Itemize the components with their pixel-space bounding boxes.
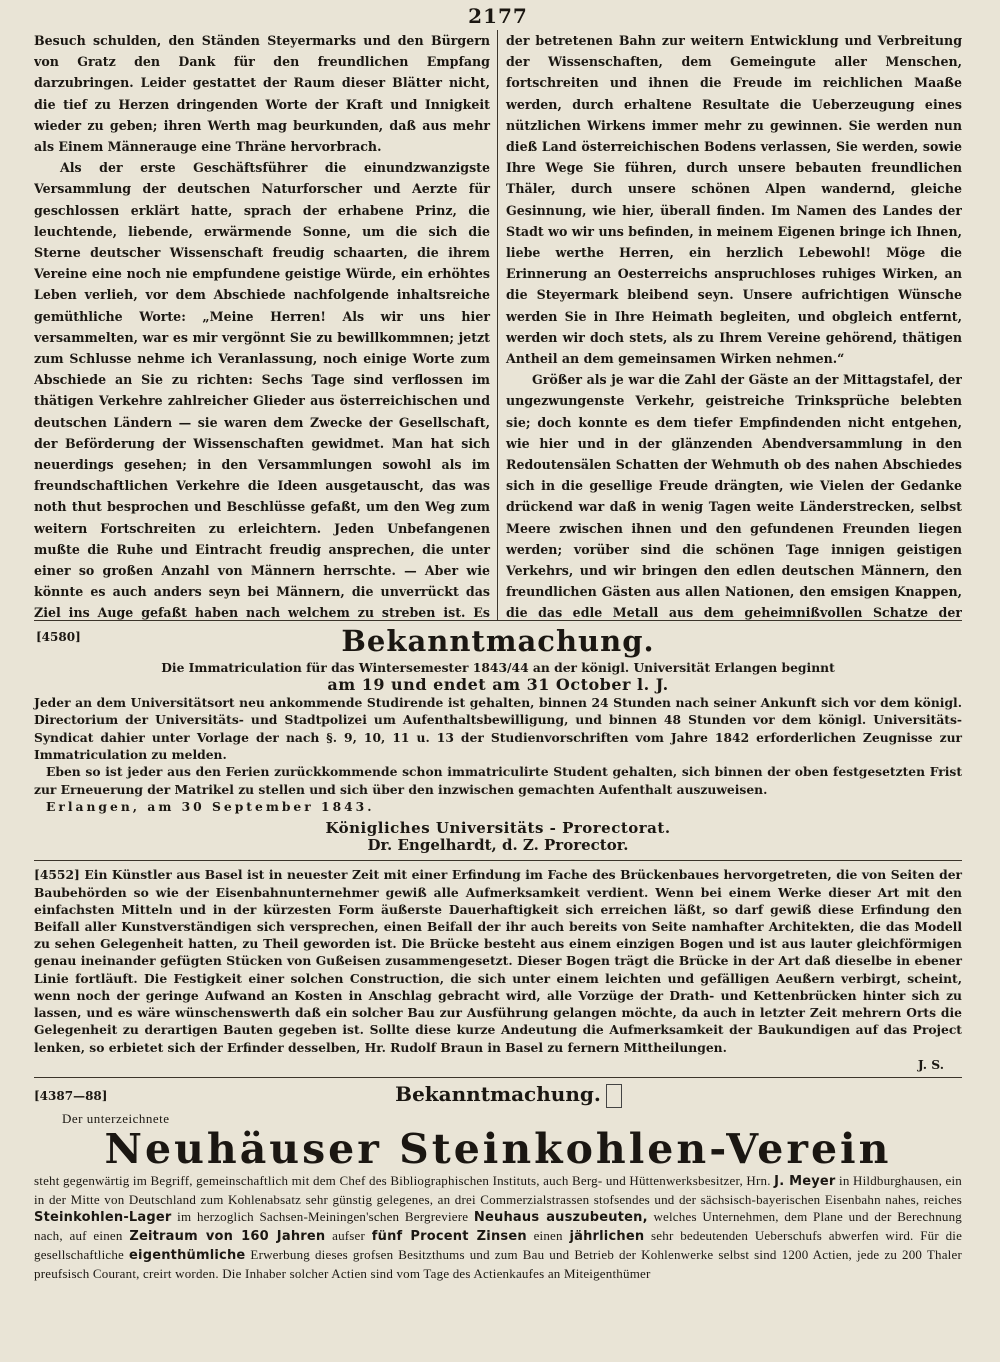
page-number: 2177: [468, 4, 528, 28]
notice-paragraph: Eben so ist jeder aus den Ferien zurückkommende schon immatriculirte Student gehalten, sich binnen der oben festgesetzten Frist zur Erneuerung der Matrikel zu stellen und sich über den inzwischen gemachten Aufenthalt auszuweisen.: [34, 764, 962, 797]
notice-4387: [34, 1078, 962, 1283]
notice-id: [4387—88]: [34, 1088, 108, 1103]
body-text: aufser: [332, 1228, 366, 1244]
paragraph: Als der erste Geschäftsführer die einundzwanzigste Versammlung der deutschen Naturforscher und Aerzte für geschlossen erklärt hatte, sprach der erhabene Prinz, die leuchtende, liebende, erwärmende Sonne, um die sich die Sterne deutscher Wissenschaft freudig schaarten, die ihrem Vereine eine noch nie empfundene geistige Würde, ein erhöhtes Leben verlieh, vor dem Abschiede nachfolgende inhaltsreiche gemüthliche Worte: „Meine Herren! Als wir uns hier versammelten, war es mir vergönnt Sie zu bewillkommnen; jetzt zum Schlusse nehme ich Veranlassung, noch einige Worte zum Abschiede an Sie zu richten: Sechs Tage sind verflossen im thätigen Verkehre zahlreicher Glieder aus österreichischen und deutschen Ländern — sie waren dem Zwecke der Gesellschaft, der Beförderung der Wissenschaften gewidmet. Man hat sich neuerdings gesehen; in den Versammlungen sowohl als im freundschaftlichen Verkehre die Ideen ausgetauscht, das was noth thut besprochen und Beschlüsse gefaßt, um den Weg zum weitern Fortschreiten zu erleichtern. Jeden Unbefangenen mußte die Ruhe und Eintracht freudig ansprechen, die unter einer so großen Anzahl von Männern herrschte. — Aber wie könnte es auch anders seyn bei Männern, die unverrückt das Ziel ins Auge gefaßt haben nach welchem zu streben ist. Es: [34, 160, 490, 620]
notice-text: [4552] Ein Künstler aus Basel ist in neuester Zeit mit einer Erfindung im Fache des Brückenbaues hervorgetreten, die von Seiten der Baubehörden so wie der Eisenbahnunternehmer gewiß alle Aufmerksamkeit verdient. Wenn bei einem Werke dieser Art mit den einfachsten Mitteln und in der kürzesten Form äußerste Dauerhaftigkeit sich erreichen läßt, so darf gewiß diese Erfindung den Beifall aller Kunstverständigen sich versprechen, einen Beifall der ihr auch bereits von Seite namhafter Architekten, die das Modell zu sehen Gelegenheit hatten, zu Theil geworden ist. Die Brücke besteht aus einem einzigen Bogen und ist aus lauter gleichförmigen genau ineinander gefügten Stücken von Gußeisen zusammengesetzt. Dieser Bogen trägt die Brücke in der Art daß dieselbe in ebener Linie fortläuft. Die Festigkeit einer solchen Construction, die sich unter einem leichten und gefälligen Aeußern verbirgt, scheint, wenn noch der geringe Aufwand an Kosten in Anschlag gebracht wird, alle Vorzüge der Drath- und Kettenbrücken hinter sich zu lassen, und es wäre wünschenswerth daß ein solcher Bau zur Ausführung gelangen möchte, da auch in letzter Zeit mehrern Orts die Gelegenheit zu derartigen Bauten gegeben ist. Sollte diese kurze Andeutung die Aufmerksamkeit der Baukundigen auf das Project lenken, so erbietet sich der Erfinder desselben, Hr. Rudolf Braun in Basel zu fernern Mittheilungen.: [34, 867, 962, 1055]
stamp-mark-icon: [606, 1084, 622, 1108]
body-text: sehr bedeutenden Ueberschufs abwerfen wird. Für die gesellschaftliche: [34, 1228, 963, 1262]
notice-body: [34, 1172, 962, 1283]
body-text: Erwerbung dieses grofsen Besitzthums und zum Bau und Betrieb der Kohlenwerke selbst sind 1200 Actien, jede zu 200 Thaler preufsisch Courant, creirt worden. Die Inhaber solcher Actien sind vom Tage des Actienkaufes an Miteigenthümer: [34, 1246, 962, 1281]
body-emphasis: eigenthümliche: [129, 1247, 246, 1263]
body-text: welches Unternehmen, dem Plane und der Berechnung nach, auf einen: [34, 1209, 962, 1244]
notice-title: Bekanntmachung.: [395, 1081, 601, 1106]
notice-intro: Der unterzeichnete: [62, 1110, 170, 1126]
company-name: Neuhäuser Steinkohlen-Verein: [104, 1124, 892, 1173]
body-text: in Hildburghausen, ein in der Mitte von Deutschland zum Kohlenabsatz sehr günstig gelegenes, an drei Commerzialstrassen stofsendes und der sächsisch-bayerischen Eisenbahn nahes, reiches: [34, 1172, 962, 1207]
body-emphasis: J. Meyer: [774, 1173, 836, 1189]
body-emphasis: Zeitraum von 160 Jahren: [129, 1229, 326, 1245]
notice-4580: [34, 621, 962, 854]
paragraph: Größer als je war die Zahl der Gäste an der Mittagstafel, der ungezwungenste Verkehr, geistreiche Trinksprüche belebten sie; doch konnte es dem tiefer Empfindenden nicht entgehen, wie hier und in der glänzenden Abendversammlung in den Redoutensälen Schatten der Wehmuth ob des nahen Abschiedes sich in die gesellige Freude drängten, wie Vielen der Gedanke drückend war daß in wenig Tagen weite Länderstrecken, selbst Meere zwischen ihnen und den gefundenen Freunden liegen werden; vorüber sind die schönen Tage innigen geistigen Verkehrs, und wir bringen den edlen deutschen Männern, den freundlichen Gästen aus allen Nationen, den emsigen Knappen, die das edle Metall aus dem geheimnißvollen Schatze der: [506, 372, 962, 620]
notice-4552: [34, 861, 962, 1076]
notice-place-date: Erlangen, am 30 September 1843.: [46, 799, 375, 815]
notice-line: Die Immatriculation für das Wintersemester 1843/44 an der königl. Universität Erlangen beginnt: [161, 660, 835, 675]
notice-signature: J. S.: [917, 1056, 944, 1072]
body-emphasis: Steinkohlen-Lager: [34, 1210, 172, 1226]
notice-officer: Dr. Engelhardt, d. Z. Prorector.: [367, 836, 629, 855]
notice-office: Königliches Universitäts - Prorectorat.: [325, 818, 671, 837]
notice-paragraph: Jeder an dem Universitätsort neu ankommende Studirende ist gehalten, binnen 24 Stunden nach seiner Ankunft sich vor dem königl. Directorium der Universitäts- und Stadtpolizei um Aufenthaltsbewilligung, und binnen 48 Stunden vor dem königl. Universitäts-Syndicat dahier unter Vorlage der nach §. 9, 10, 11 u. 13 der Studienvorschriften vom Jahre 1842 erforderlichen Zeugnisse zur Immatriculation zu melden.: [34, 694, 962, 763]
left-column: [34, 30, 498, 620]
body-text: steht gegenwärtig im Begriff, gemeinschaftlich mit dem Chef des Bibliographischen Instituts, auch Berg- und Hüttenwerksbesitzer, Hrn.: [34, 1172, 771, 1188]
notice-title: Bekanntmachung.: [341, 624, 655, 658]
body-emphasis: Neuhaus auszubeuten,: [473, 1210, 648, 1226]
paragraph: der betretenen Bahn zur weitern Entwicklung und Verbreitung der Wissenschaften, dem Gemeingute aller Menschen, fortschreiten und ihnen die Freude im reichlichen Maaße werden, durch erhaltene Resultate die Ueberzeugung eines nützlichen Wirkens immer mehr zu gewinnen. Sie werden nun dieß Land österreichischen Bodens verlassen, Sie werden, sowie Ihre Wege Sie führen, durch unsere bebauten freundlichen Thäler, durch unsere schönen Alpen wandernd, gleiche Gesinnung, wie hier, überall finden. Im Namen des Landes der Stadt wo wir uns befinden, in meinem Eigenen bringe ich Ihnen, liebe werthe Herren, ein herzlich Lebewohl! Möge die Erinnerung an Oesterreichs anspruchloses ruhiges Wirken, an die Steyermark bleibend seyn. Unsere aufrichtigen Wünsche werden Sie in Ihre Heimath begleiten, und obgleich entfernt, werden wir doch stets, als zu Ihrem Vereine gehörend, thätigen Antheil an dem gemeinsamen Wirken nehmen.“: [506, 33, 962, 367]
article-columns: [34, 30, 962, 620]
body-emphasis: fünf Procent Zinsen: [371, 1229, 527, 1245]
body-text: im herzoglich Sachsen-Meiningen'schen Bergreviere: [177, 1209, 469, 1225]
notice-id: [4580]: [36, 630, 81, 644]
notice-dates: am 19 und endet am 31 October l. J.: [327, 675, 669, 695]
body-text: einen: [533, 1228, 563, 1244]
right-column: [498, 30, 962, 620]
body-emphasis: jährlichen: [569, 1229, 645, 1245]
paragraph: Besuch schulden, den Ständen Steyermarks und den Bürgern von Gratz den Dank für den freundlichen Empfang darzubringen. Leider gestattet der Raum dieser Blätter nicht, die tief zu Herzen dringenden Worte der Kraft und Innigkeit wieder zu geben; ihren Werth mag beurkunden, daß aus mehr als Einem Männerauge eine Thräne hervorbrach.: [34, 33, 490, 155]
